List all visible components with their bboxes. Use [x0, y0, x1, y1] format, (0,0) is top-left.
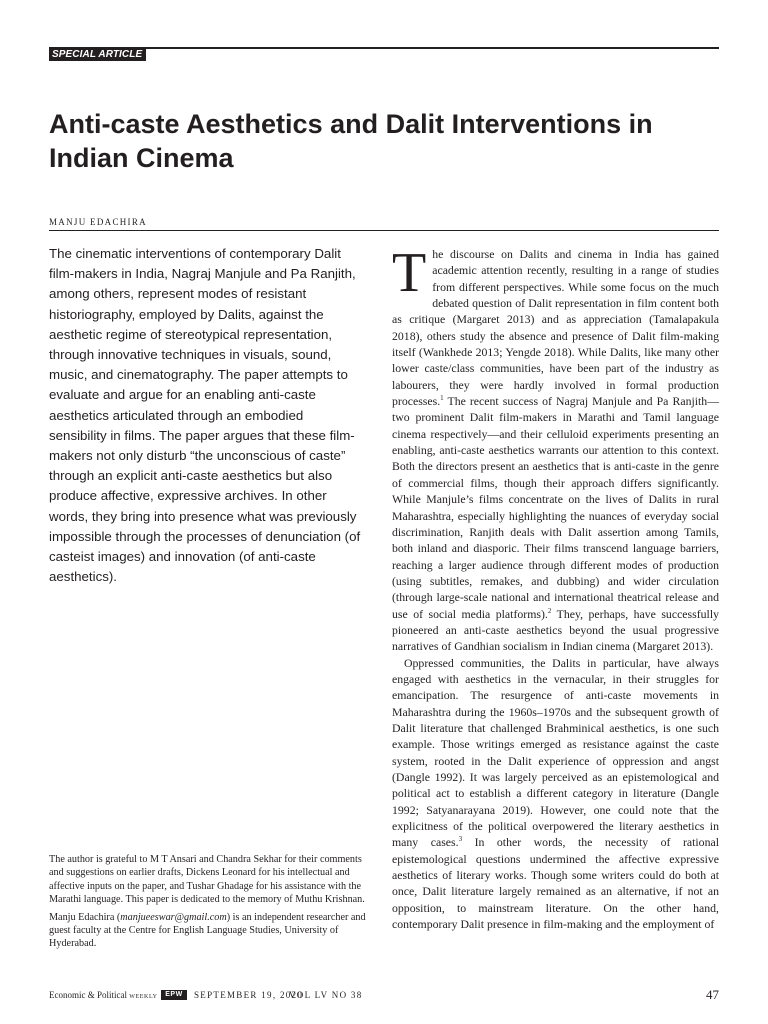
issue-volume: VOL LV NO 38 — [289, 990, 363, 1000]
acknowledgement: The author is grateful to M T Ansari and Chandra Sekhar for their comments and suggestions on earlier drafts, Dickens Leonard for his intellectual and affective inputs on the paper, and Tushar Ghadage for his assistance with the Marathi language. This paper is dedicated to the memory of Muthu Krishnan. — [49, 854, 365, 906]
page-number: 47 — [706, 987, 719, 1002]
body-p1-part-b: The recent success of Nagraj Manjule and Pa Ranjith—two prominent Dalit film-makers in Marathi and Tamil language cinema respectively—and their celluloid experiments presenting an enabling, anti-caste aesthetics warrants our attention to this context. Both the directors present an aesthetics that is anti-caste in the genre of commercial films, though their approach differs significantly. While Manjule’s films concentrate on the lives of Dalits in rural Maharashtra, especially highlighting the nuances of everyday social discrimination, Ranjith deals with Dalit assertion among Tamils, both inland and diasporic. Their films transcend language barriers, reaching a larger audience through different modes of production (using subtitles, remakes, and dubbing) and wider circulation (through large-scale national and international theatrical release and use of social media platforms). — [392, 394, 719, 621]
section-header-rule — [49, 47, 719, 62]
author-note-suffix: ) is an independent researcher and guest faculty at the Centre for English Language Studies, University of Hyderabad. — [49, 911, 366, 950]
author-footnote — [49, 853, 375, 955]
body-p2-part-a: Oppressed communities, the Dalits in particular, have always engaged with aesthetics in the vernacular, in their struggles for emancipation. The resurgence of anti-caste movements in Maharashtra during the 1960s–1970s and the subsequent growth of Dalit literature that challenged Brahminical aesthetics, is one such example. Those writings emerged as resistance against the caste system, rooted in the Dalit experience of oppression and angst (Dangle 1992). It was largely perceived as an epistemological and political act to establish a different category in literature (Dangle 1992; Satyanarayana 2019). However, one could note that the explicitness of the political overpowered the literary aesthetics in many cases. — [392, 655, 719, 850]
body-paragraph-2 — [392, 655, 719, 933]
abstract: The cinematic interventions of contemporary Dalit film-makers in India, Nagraj Manjule and Pa Ranjith, among others, represent modes of resistant historiography, employed by Dalits, against the aesthetic regime of stereotypical representation, through innovative techniques in visuals, sound, music, and cinematography. The paper attempts to evaluate and argue for an enabling anti-caste aesthetics articulated through an embodied sensibility in films. The paper argues that these film-makers not only disturb “the unconscious of caste” through an explicit anti-caste aesthetics but also produce affective, expressive archives. In other words, they bring into presence what was previously impossible through the processes of denunciation (of casteist images) and innovation (of anti-caste aesthetics). — [49, 246, 361, 585]
body-text-column — [392, 242, 719, 932]
epw-logo: EPW — [161, 990, 187, 1000]
footnote-ref-1[interactable]: 1 — [440, 394, 444, 403]
journal-name — [49, 990, 158, 1000]
journal-name-weekly: weekly — [129, 990, 158, 1000]
section-label: SPECIAL ARTICLE — [49, 49, 146, 61]
issue-date: SEPTEMBER 19, 2020 — [194, 990, 304, 1000]
author-note-prefix: Manju Edachira ( — [49, 911, 121, 923]
body-paragraph-1 — [392, 242, 719, 655]
article-title: Anti-caste Aesthetics and Dalit Interventions in Indian Cinema — [49, 109, 653, 173]
body-p2-part-b: In other words, the necessity of rational epistemological questions undermined the affective expressive aesthetics of literary works. Though some writers could do both at once, Dalit literature largely remained as an alternative, if not an opposition, to mainstream literature. On the other hand, contemporary Dalit presence in film-making and the employment of — [392, 835, 719, 932]
footnote-ref-3[interactable]: 3 — [458, 835, 463, 844]
page-footer — [49, 987, 719, 1003]
author-rule — [49, 230, 719, 231]
footnote-ref-2[interactable]: 2 — [547, 606, 552, 615]
author-byline: MANJU EDACHIRA — [49, 217, 147, 227]
journal-name-main: Economic & Political — [49, 990, 127, 1000]
body-p1-part-a: he discourse on Dalits and cinema in India has gained academic attention recently, resulting in a range of studies from different perspectives. While some focus on the much debated question of Dalit representation in film content both as critique (Margaret 2013) and as appreciation (Tamalapakula 2018), others study the absence and presence of Dalit film-making itself (Wankhede 2013; Yengde 2018). While Dalits, like many other lower caste/class communities, have been part of the industry as labourers, they were hardly involved in formal production processes. — [392, 247, 719, 409]
author-email[interactable]: manjueeswar@gmail.com — [120, 911, 227, 923]
drop-cap: T — [392, 242, 427, 304]
author-note — [49, 911, 375, 951]
body-p1-part-c: They, perhaps, have successfully pioneered an anti-caste aesthetics beyond the usual progressive narratives of Gandhian socialism in Indian cinema (Margaret 2013). — [392, 606, 719, 654]
